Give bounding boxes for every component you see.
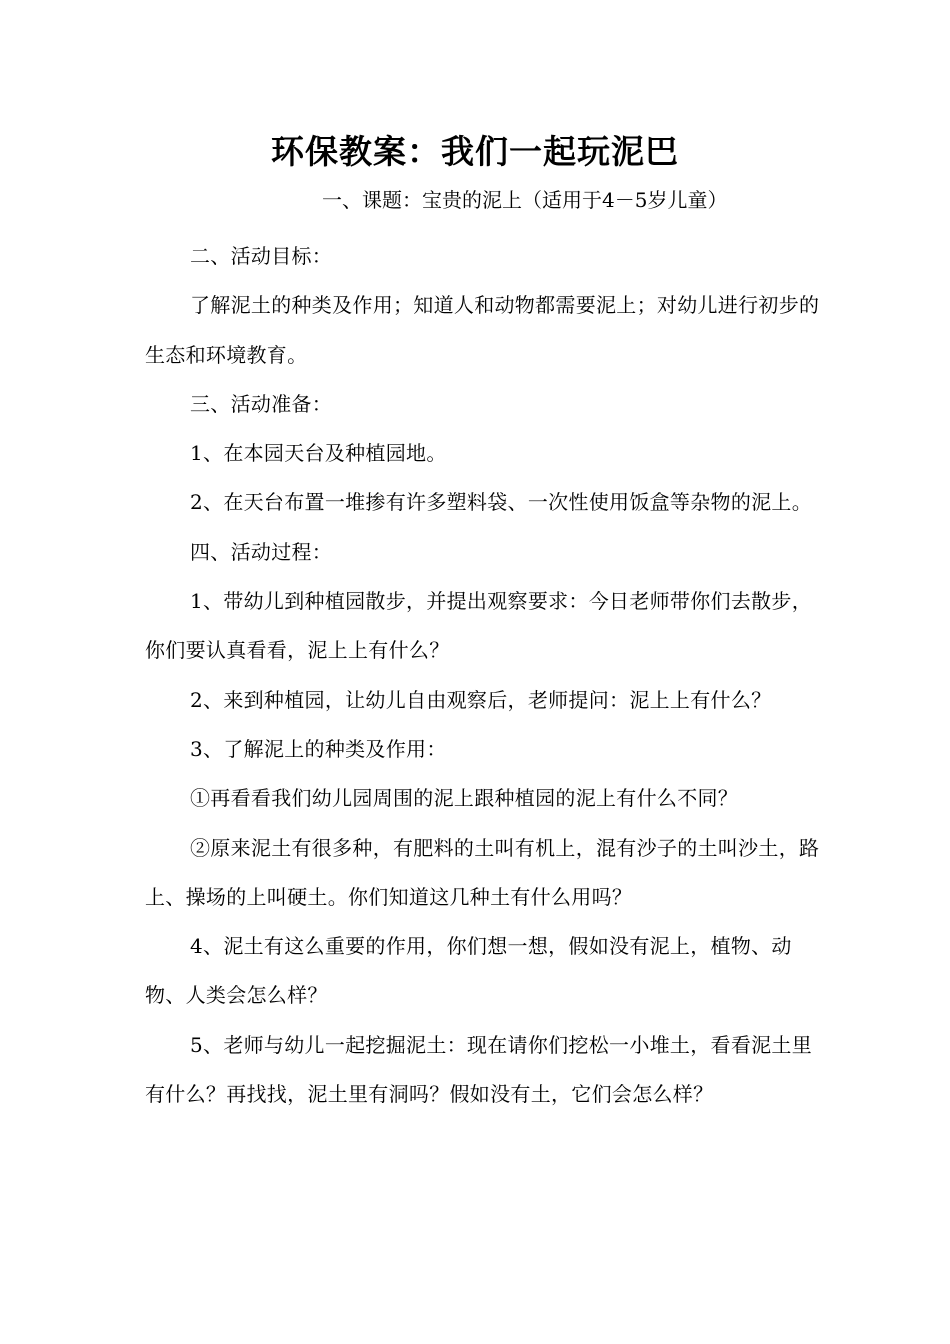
paragraph-process-3a: ①再看看我们幼儿园周围的泥上跟种植园的泥上有什么不同？ [190, 786, 739, 811]
paragraph-preparation-2: 2、在天台布置一堆掺有许多塑料袋、一次性使用饭盒等杂物的泥上。 [190, 490, 813, 515]
paragraph-process-3b: ②原来泥土有很多种，有肥料的土叫有机上，混有沙子的土叫沙土，路上、操场的上叫硬土。你们知道这几种土有什么用吗？ [145, 835, 820, 909]
section-heading-process: 四、活动过程： [190, 539, 333, 564]
paragraph-preparation-1: 1、在本园天台及种植园地。 [190, 441, 447, 466]
paragraph-goals: 了解泥土的种类及作用；知道人和动物都需要泥上；对幼儿进行初步的生态和环境教育。 [145, 293, 820, 367]
document-body [145, 232, 820, 1119]
paragraph-process-4: 4、泥土有这么重要的作用，你们想一想，假如没有泥上，植物、动物、人类会怎么样？ [145, 934, 792, 1008]
paragraph-process-3: 3、了解泥上的种类及作用： [190, 736, 447, 761]
paragraph-process-2: 2、来到种植园，让幼儿自由观察后，老师提问：泥上上有什么？ [190, 687, 772, 712]
paragraph-process-1: 1、带幼儿到种植园散步，并提出观察要求：今日老师带你们去散步，你们要认真看看，泥上上有什么？ [145, 589, 813, 663]
section-heading-goals: 二、活动目标： [190, 244, 333, 268]
document-title: 环保教案：我们一起玩泥巴 [271, 132, 679, 171]
document-subtitle: 一、课题：宝贵的泥上（适用于4－5岁儿童） [322, 188, 728, 212]
paragraph-process-5: 5、老师与幼儿一起挖掘泥土：现在请你们挖松一小堆土，看看泥土里有什么？再找找，泥土里有洞吗？假如没有土，它们会怎么样？ [145, 1032, 813, 1107]
section-heading-preparation: 三、活动准备： [190, 391, 333, 416]
